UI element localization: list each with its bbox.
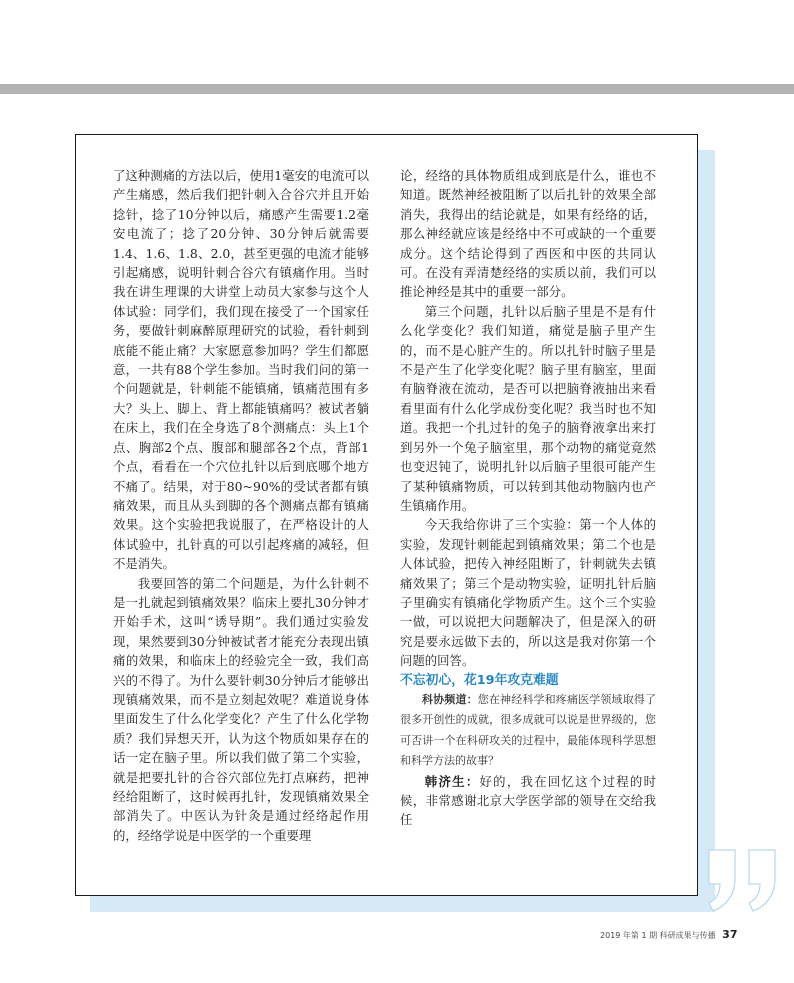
answer-text: 好的，我在回忆这个过程的时候，非常感谢北京大学医学部的领导在交给我任: [400, 773, 656, 828]
page-footer: [600, 928, 737, 941]
interview-answer: [400, 772, 656, 830]
paragraph: 第三个问题，扎针以后脑子里是不是有什么化学变化？我们知道，痛觉是脑子里产生的，而不是心脏产生的。所以扎针时脑子里是不是产生了化学变化呢？脑子里有脑室，里面有脑脊液在流动，是否可以把脑脊液抽出来看看里面有什么化学成份变化呢？我当时也不知道。我把一个扎过针的兔子的脑脊液拿出来打到另外一个兔子脑室里，那个动物的痛觉竟然也变迟钝了，说明扎针以后脑子里很可能产生了某种镇痛物质，可以转到其他动物脑内也产生镇痛作用。: [400, 303, 656, 513]
page-number: 37: [722, 928, 738, 941]
magazine-name: 科研成果与传播: [659, 931, 716, 940]
interview-question: [400, 690, 656, 772]
issue-label: 2019 年第 1 期: [600, 931, 658, 940]
paragraph: 论，经络的具体物质组成到底是什么，谁也不知道。既然神经被阻断了以后扎针的效果全部消失，我得出的结论就是，如果有经络的话，那么神经就应该是经络中不可或缺的一个重要成分。这个结论得到了西医和中医的共同认可。在没有弄清楚经络的实质以前，我们可以推论神经是其中的重要一部分。: [400, 168, 656, 300]
paragraph: 了这种测痛的方法以后，使用1毫安的电流可以产生痛感，然后我们把针刺入合谷穴并且开始捻针，捻了10分钟以后，痛感产生需要1.2毫安电流了；捻了20分钟、30分钟后就需要1.4、1.6、1.8、2.0，甚至更强的电流才能够引起痛感，说明针刺合谷穴有镇痛作用。当时我在讲生理课的大讲堂上动员大家参与这个人体试验：同学们，我们现在接受了一个国家任务，要做针刺麻醉原理研究的试验，看针刺到底能不能止痛？大家愿意参加吗？学生们都愿意，一共有88个学生参加。当时我们问的第一个问题就是，针刺能不能镇痛，镇痛范围有多大？头上、脚上、背上都能镇痛吗？被试者躺在床上，我们在全身选了8个测痛点：头上1个点、胸部2个点、腹部和腿部各2个点，背部1个点，看看在一个穴位扎针以后到底哪个地方不痛了。结果，对于80~90%的受试者都有镇痛效果，而且从头到脚的各个测痛点都有镇痛效果。这个实验把我说服了，在严格设计的人体试验中，扎针真的可以引起疼痛的减轻，但不是消失。: [113, 168, 369, 572]
section-heading: 不忘初心，花19年攻克难题: [400, 672, 559, 688]
paragraph: 我要回答的第二个问题是，为什么针刺不是一扎就起到镇痛效果？临床上要扎30分钟才开始手术，这叫“诱导期”。我们通过实验发现，果然要到30分钟被试者才能充分表现出镇痛的效果，和临床上的经验完全一致，我们高兴的不得了。为什么要针刺30分钟后才能够出现镇痛效果，而不是立刻起效呢？难道说身体里面发生了什么化学变化？产生了什么化学物质？我们异想天开，认为这个物质如果存在的话一定在脑子里。所以我们做了第二个实验，就是把要扎针的合谷穴部位先打点麻药，把神经给阻断了，这时候再扎针，发现镇痛效果全部消失了。中医认为针灸是通过经络起作用的，经络学说是中医学的一个重要理: [113, 575, 369, 843]
closing-quote-icon: [705, 848, 781, 912]
left-column: [113, 166, 369, 845]
answer-speaker: 韩济生：: [424, 773, 480, 789]
right-column: [400, 166, 656, 830]
top-gray-bar: [0, 84, 794, 94]
paragraph: 今天我给你讲了三个实验：第一个人体的实验，发现针刺能起到镇痛效果；第二个也是人体试验，把传入神经阻断了，针刺就失去镇痛效果了；第三个是动物实验，证明扎针后脑子里确实有镇痛化学物质产生。这个三个实验一做，可以说把大问题解决了，但是深入的研究是要永远做下去的，所以这是我对你第一个问题的回答。: [400, 517, 656, 669]
question-text: 您在神经科学和疼痛医学领域取得了很多开创性的成就，很多成就可以说是世界级的，您可否讲一个在科研攻关的过程中，最能体现科学思想和科学方法的故事？: [400, 692, 656, 768]
question-speaker: 科协频道：: [422, 692, 478, 706]
